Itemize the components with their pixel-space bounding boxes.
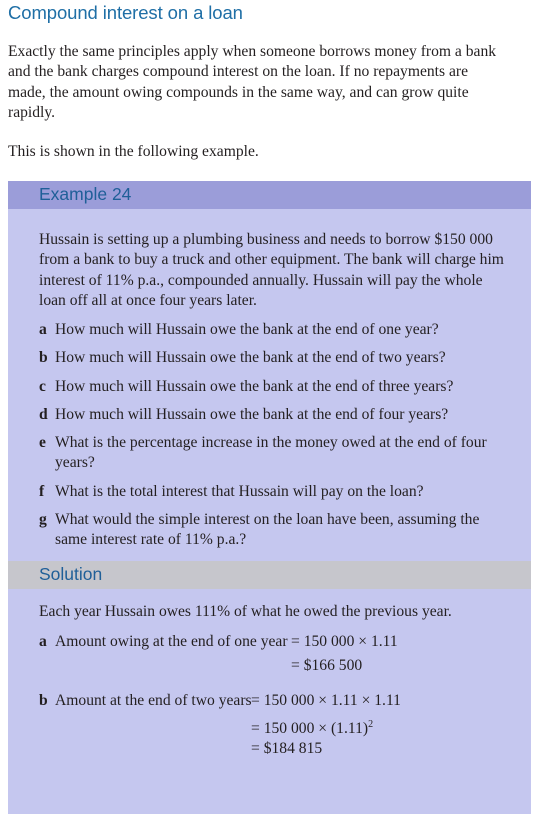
question-text: How much will Hussain owe the bank at the end of four years? (55, 405, 449, 423)
question-text: How much will Hussain owe the bank at the end of three years? (55, 377, 454, 395)
question-item (39, 405, 509, 425)
question-item (39, 320, 509, 340)
intro-followup: This is shown in the following example. (8, 143, 259, 160)
question-letter: g (39, 511, 47, 529)
exponent: 2 (368, 719, 374, 730)
question-item (39, 377, 509, 397)
solution-part-b (39, 689, 401, 761)
calc-line: = $166 500 (291, 657, 363, 674)
example-title: Example 24 (39, 184, 132, 204)
calc-label: Amount at the end of two years (55, 692, 252, 709)
question-letter: d (39, 405, 48, 423)
example-header (8, 181, 531, 209)
question-text: What would the simple interest on the loan have been, assuming the same interest rate of 11% p.a.? (55, 511, 480, 549)
question-letter: a (39, 321, 47, 338)
section-heading: Compound interest on a loan (8, 2, 243, 23)
solution-intro: Each year Hussain owes 111% of what he owed the previous year. (39, 603, 452, 620)
solution-header (8, 561, 531, 589)
question-item (39, 482, 509, 502)
solution-title: Solution (39, 564, 103, 584)
question-text: What is the total interest that Hussain will pay on the loan? (55, 482, 424, 500)
question-list (39, 320, 509, 559)
question-letter: b (39, 349, 48, 367)
question-letter: f (39, 482, 45, 500)
solution-letter: a (39, 633, 47, 650)
calc-label: Amount owing at the end of one year (55, 633, 288, 650)
question-item (39, 433, 509, 474)
example-box (8, 181, 531, 814)
question-letter: c (39, 377, 46, 395)
solution-part-a (39, 630, 398, 678)
calc-line: = 150 000 × 1.11 (291, 633, 398, 650)
question-item (39, 510, 509, 551)
calc-line: = 150 000 × 1.11 × 1.11 (251, 692, 401, 709)
question-letter: e (39, 434, 46, 452)
question-text: How much will Hussain owe the bank at the end of one year? (55, 321, 439, 338)
problem-statement: Hussain is setting up a plumbing business and needs to borrow $150 000 from a bank to buy a truck and other equipment. The bank will charge him interest of 11% p.a., compounded annually. Hussain will pay the whole loan off all at once four years later. (39, 231, 504, 309)
intro-paragraph: Exactly the same principles apply when someone borrows money from a bank and the bank charges compound interest on the loan. If no repayments are made, the amount owing compounds in the same way, and can grow quite rapidly. (8, 43, 497, 121)
calc-line: = $184 815 (251, 740, 323, 757)
question-text: How much will Hussain owe the bank at the end of two years? (55, 349, 446, 367)
question-text: What is the percentage increase in the money owed at the end of four years? (55, 434, 487, 472)
question-item (39, 348, 509, 368)
calc-line: = 150 000 × (1.11) (251, 720, 369, 738)
solution-letter: b (39, 692, 48, 709)
